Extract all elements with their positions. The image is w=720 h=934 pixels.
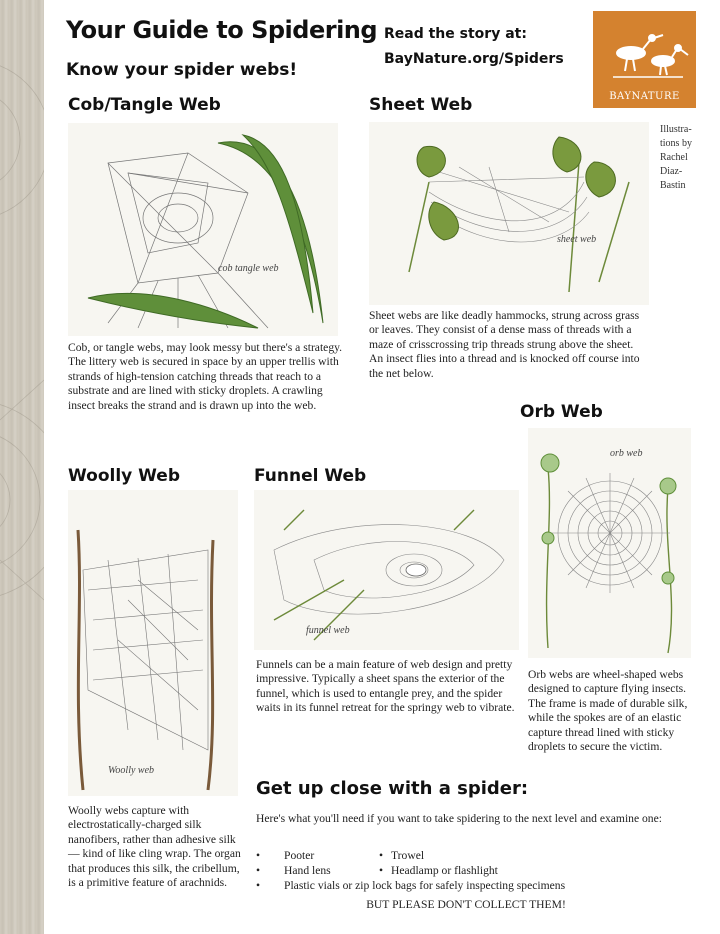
credit-line: Bastin	[660, 180, 686, 191]
funnel-web-illustration	[254, 490, 519, 650]
orb-web-description: Orb webs are wheel-shaped webs designed to capture flying insects. The frame is made of durable silk, while the spokes are of an elastic capture thread lined with sticky droplets to secure the victim.	[528, 668, 688, 754]
list-item	[256, 848, 676, 863]
woolly-web-heading: Woolly Web	[68, 466, 181, 486]
woolly-web-illustration	[68, 490, 238, 796]
page-subtitle: Know your spider webs!	[66, 60, 298, 80]
illustration-caption: sheet web	[557, 234, 597, 245]
story-url-link[interactable]: BayNature.org/Spiders	[384, 51, 564, 67]
illustration-credit	[660, 123, 716, 193]
collection-warning: BUT PLEASE DON'T COLLECT THEM!	[366, 898, 566, 911]
sheet-web-description: Sheet webs are like deadly hammocks, strung across grass or leaves. They consist of a dense mass of threads with a maze of crisscrossing trip threads strung above the sheet. An insect flies into a thread and is knocked off course into the net below.	[369, 309, 640, 380]
supply-item: Plastic vials or zip lock bags for safely inspecting specimens	[284, 879, 566, 892]
funnel-web-heading: Funnel Web	[254, 466, 367, 486]
supply-item: Trowel	[391, 849, 425, 862]
cob-web-description: Cob, or tangle webs, may look messy but there's a strategy. The littery web is secured in space by an upper trellis with strands of high-tension catching threads that reach to a substrate and are lined with sticky droplets. A crawling insect breaks the strand and is drawn up into the web.	[68, 341, 343, 412]
supply-item: Pooter	[284, 849, 315, 862]
orb-web-illustration	[528, 428, 691, 658]
closeup-intro: Here's what you'll need if you want to take spidering to the next level and examine one:	[256, 812, 662, 825]
cob-web-illustration	[68, 123, 338, 336]
bay-nature-logo	[593, 11, 696, 108]
list-item	[256, 863, 676, 878]
logo-wordmark: BAYNATURE	[609, 91, 680, 102]
closeup-heading: Get up close with a spider:	[256, 778, 529, 799]
illustration-caption: orb web	[610, 448, 643, 459]
birds-icon	[593, 11, 696, 91]
credit-line: tions by	[660, 138, 692, 149]
sheet-web-heading: Sheet Web	[369, 95, 473, 115]
bullet: •	[379, 864, 384, 877]
credit-line: Illustra-	[660, 124, 692, 135]
credit-line: Diaz-	[660, 166, 683, 177]
bullet: •	[256, 849, 261, 862]
bullet: •	[256, 864, 261, 877]
woolly-web-description: Woolly webs capture with electrostatically-charged silk nanofibers, rather than adhesive silk — kind of like cling wrap. The organ that produces this silk, the cribellum, is a primitive feature of arachnids.	[68, 804, 241, 890]
illustration-caption: cob tangle web	[218, 263, 279, 274]
read-story-block	[384, 22, 564, 72]
cob-web-heading: Cob/Tangle Web	[68, 95, 221, 115]
web-texture	[0, 0, 44, 934]
bullet: •	[379, 849, 384, 862]
supply-item: Headlamp or flashlight	[391, 864, 498, 877]
sheet-web-illustration	[369, 122, 649, 305]
credit-line: Rachel	[660, 152, 688, 163]
list-item	[256, 878, 676, 893]
page-title: Your Guide to Spidering	[66, 16, 378, 44]
supplies-list	[256, 848, 676, 893]
read-story-label: Read the story at:	[384, 26, 527, 42]
orb-web-heading: Orb Web	[520, 402, 603, 422]
illustration-caption: funnel web	[306, 625, 350, 636]
supply-item: Hand lens	[284, 864, 331, 877]
funnel-web-description: Funnels can be a main feature of web design and pretty impressive. Typically a sheet spans the exterior of the funnel, which is used to entangle prey, and the spider waits in its funnel retreat for the springy web to vibrate.	[256, 658, 515, 715]
illustration-caption: Woolly web	[108, 765, 155, 776]
bullet: •	[256, 879, 261, 892]
